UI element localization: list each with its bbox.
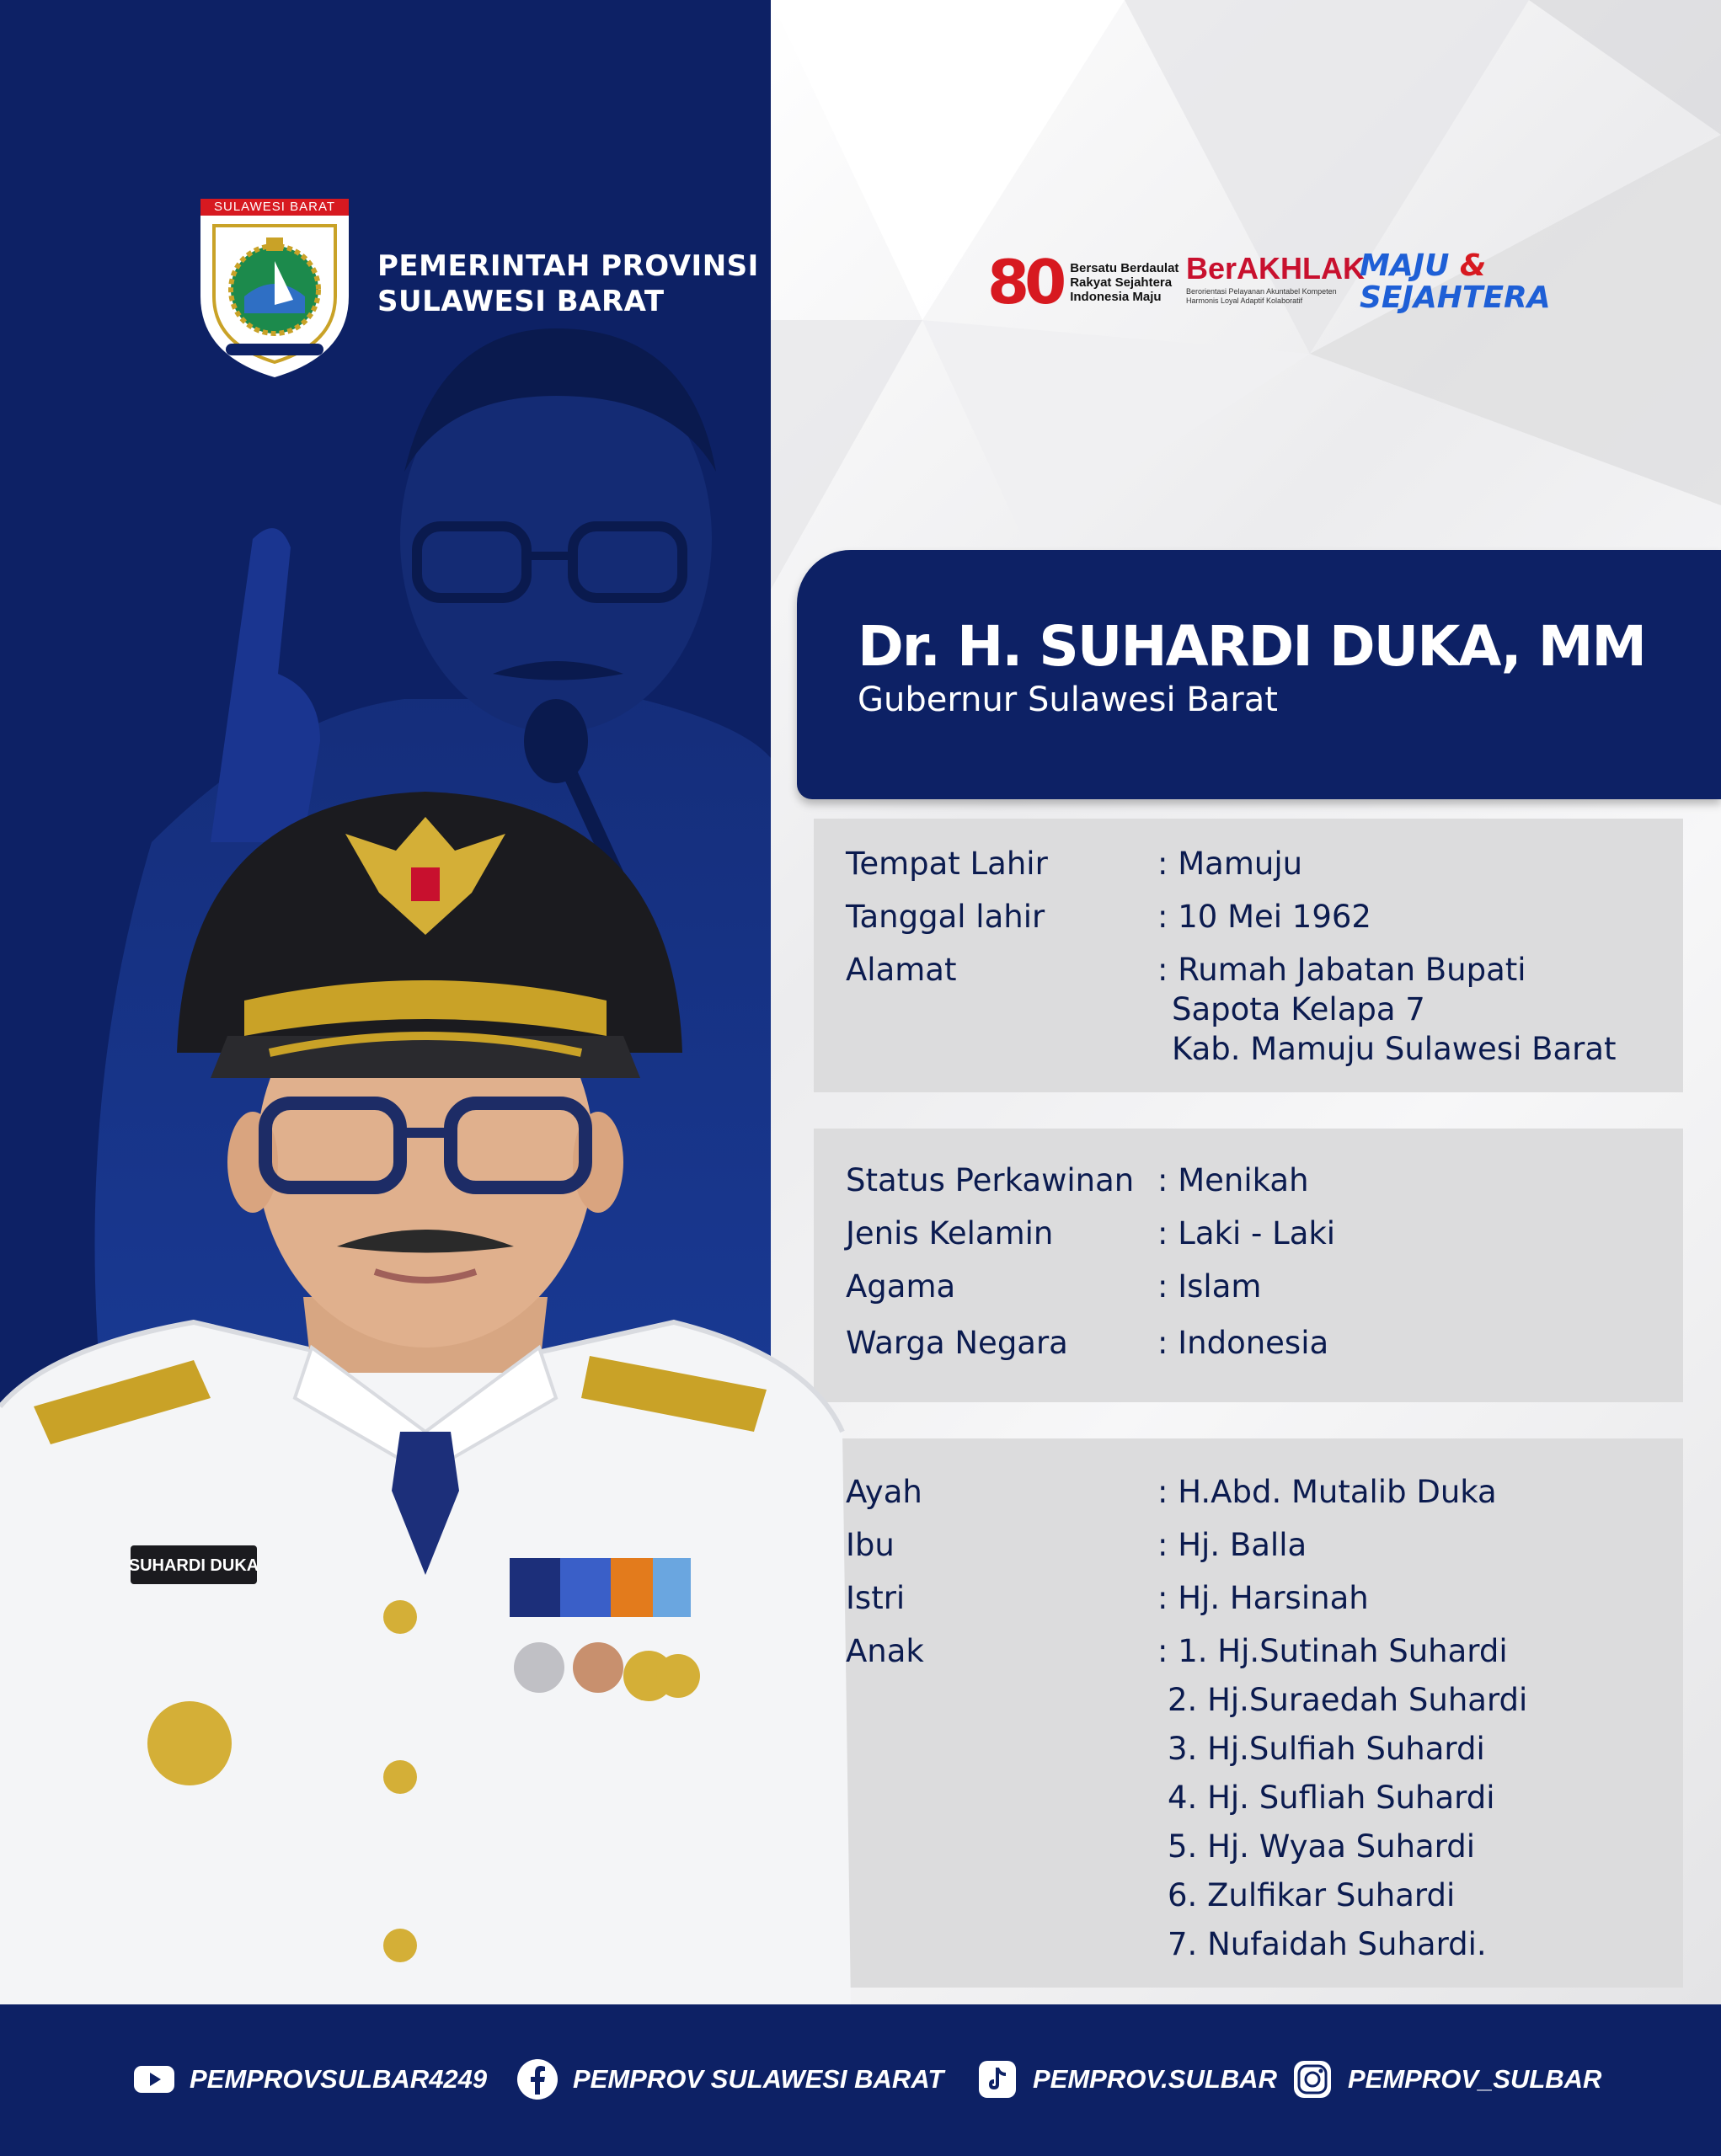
youtube-handle: PEMPROVSULBAR4249 bbox=[190, 2064, 488, 2094]
religion-label: Agama bbox=[846, 1268, 956, 1305]
mother-value: : Hj. Balla bbox=[1157, 1527, 1307, 1563]
anniversary-number: 80 bbox=[987, 247, 1062, 318]
anniversary-tagline-line1: Bersatu Berdaulat bbox=[1070, 260, 1179, 275]
ampersand-text: & bbox=[1459, 248, 1487, 283]
father-value: : H.Abd. Mutalib Duka bbox=[1157, 1474, 1497, 1510]
facebook-link[interactable] bbox=[516, 2057, 943, 2101]
status-info-card bbox=[814, 1129, 1683, 1402]
emblem-banner-text: SULAWESI BARAT bbox=[213, 200, 336, 214]
campaign-badges bbox=[987, 247, 1551, 324]
citizenship-value: : Indonesia bbox=[1157, 1325, 1329, 1361]
instagram-link[interactable] bbox=[1291, 2057, 1601, 2101]
children-first: : 1. Hj.Sutinah Suhardi bbox=[1157, 1633, 1508, 1669]
footer-social-bar bbox=[0, 2004, 1721, 2156]
birthplace-label: Tempat Lahir bbox=[846, 846, 1048, 882]
child-item: 3. Hj.Sulfiah Suhardi bbox=[1168, 1731, 1485, 1767]
facebook-handle: PEMPROV SULAWESI BARAT bbox=[573, 2064, 944, 2094]
gender-value: : Laki - Laki bbox=[1157, 1215, 1336, 1251]
birthdate-value: : 10 Mei 1962 bbox=[1157, 899, 1371, 935]
name-tag-text: SUHARDI DUKA bbox=[128, 1556, 259, 1575]
birthplace-value: : Mamuju bbox=[1157, 846, 1303, 882]
youtube-link[interactable] bbox=[132, 2057, 487, 2101]
indonesia-80-badge bbox=[987, 247, 1179, 318]
birthdate-label: Tanggal lahir bbox=[846, 899, 1045, 935]
name-banner bbox=[797, 550, 1721, 799]
gender-label: Jenis Kelamin bbox=[846, 1215, 1054, 1251]
organization-name-line1: PEMERINTAH PROVINSI bbox=[377, 249, 759, 283]
mother-label: Ibu bbox=[846, 1527, 895, 1563]
berakhlak-title: BerAKHLAK bbox=[1186, 251, 1366, 286]
facebook-icon bbox=[516, 2057, 559, 2101]
official-position: Gubernur Sulawesi Barat bbox=[858, 680, 1278, 719]
marital-status-value: : Menikah bbox=[1157, 1162, 1309, 1198]
religion-value: : Islam bbox=[1157, 1268, 1262, 1305]
anniversary-tagline-line3: Indonesia Maju bbox=[1070, 289, 1162, 304]
child-item: 7. Nufaidah Suhardi. bbox=[1168, 1926, 1487, 1962]
instagram-handle: PEMPROV_SULBAR bbox=[1348, 2064, 1602, 2094]
anniversary-tagline bbox=[1070, 261, 1179, 304]
organization-name bbox=[377, 248, 759, 319]
wife-label: Istri bbox=[846, 1580, 906, 1616]
tiktok-icon bbox=[975, 2057, 1019, 2101]
address-line2: Sapota Kelapa 7 bbox=[1172, 991, 1425, 1027]
organization-name-line2: SULAWESI BARAT bbox=[377, 285, 665, 318]
child-item: 6. Zulfikar Suhardi bbox=[1168, 1877, 1456, 1913]
address-value: : Rumah Jabatan Bupati bbox=[1157, 952, 1526, 988]
tiktok-handle: PEMPROV.SULBAR bbox=[1033, 2064, 1277, 2094]
maju-text: MAJU bbox=[1360, 248, 1450, 283]
address-line3: Kab. Mamuju Sulawesi Barat bbox=[1172, 1031, 1617, 1067]
anniversary-tagline-line2: Rakyat Sejahtera bbox=[1070, 275, 1173, 290]
marital-status-label: Status Perkawinan bbox=[846, 1162, 1135, 1198]
child-item: 5. Hj. Wyaa Suhardi bbox=[1168, 1828, 1476, 1865]
governor-portrait bbox=[0, 312, 851, 2004]
family-info-card bbox=[814, 1438, 1683, 1988]
instagram-icon bbox=[1291, 2057, 1334, 2101]
sejahtera-text: SEJAHTERA bbox=[1360, 280, 1551, 315]
maju-sejahtera-badge bbox=[1360, 250, 1551, 314]
youtube-icon bbox=[132, 2057, 176, 2101]
child-item: 4. Hj. Sufliah Suhardi bbox=[1168, 1780, 1495, 1816]
father-label: Ayah bbox=[846, 1474, 922, 1510]
children-label: Anak bbox=[846, 1633, 924, 1669]
address-label: Alamat bbox=[846, 952, 957, 988]
berakhlak-subtitle: Berorientasi Pelayanan Akuntabel Kompeten Harmonis Loyal Adaptif Kolaboratif bbox=[1186, 287, 1337, 305]
official-name: Dr. H. SUHARDI DUKA, MM bbox=[858, 614, 1646, 679]
citizenship-label: Warga Negara bbox=[846, 1325, 1068, 1361]
wife-value: : Hj. Harsinah bbox=[1157, 1580, 1369, 1616]
berakhlak-badge bbox=[1186, 250, 1365, 306]
personal-info-card bbox=[814, 819, 1683, 1092]
tiktok-link[interactable] bbox=[975, 2057, 1277, 2101]
child-item: 2. Hj.Suraedah Suhardi bbox=[1168, 1682, 1528, 1718]
